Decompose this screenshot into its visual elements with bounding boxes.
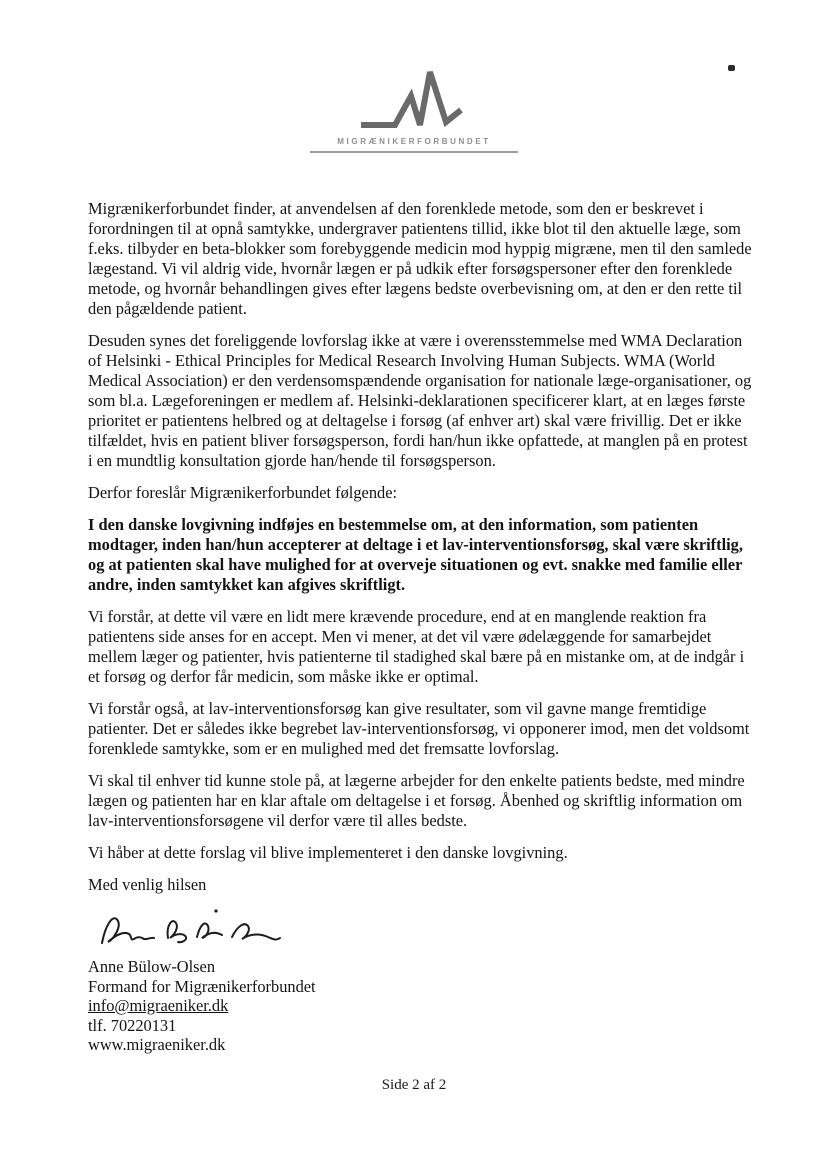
sender-name: Anne Bülow-Olsen <box>88 957 216 976</box>
letterhead-rule <box>310 151 518 153</box>
email-link[interactable]: info@migraeniker.dk <box>88 996 229 1015</box>
closing-salutation: Med venlig hilsen <box>88 875 207 894</box>
handwritten-signature <box>96 907 286 951</box>
page-number: Side 2 af 2 <box>381 1077 447 1093</box>
letter-body <box>88 199 752 1055</box>
sender-website: www.migraeniker.dk <box>88 1035 226 1054</box>
proposal-intro: Derfor foreslår Migrænikerforbundet følgende: <box>88 483 398 502</box>
logo-wordmark: MIGRÆNIKERFORBUNDET <box>337 137 491 146</box>
paragraph-trust: Vi skal til enhver tid kunne stole på, at lægerne arbejder for den enkelte patients bedste, med mindre lægen og patienten har en klar aftale om deltagelse i et forsøg. Åbenhed og skriftlig information om lav-interventionsforsøgene vil derfor være til alles bedste. <box>88 771 745 830</box>
sender-title: Formand for Migrænikerforbundet <box>88 976 316 996</box>
migraenikerforbundet-logo-icon <box>358 68 470 130</box>
sender-phone: tlf. 70220131 <box>88 1015 177 1035</box>
paragraph-helsinki-declaration: Desuden synes det foreliggende lovforslag ikke at være i overensstemmelse med WMA Declaration of Helsinki - Ethical Principles for Medical Research Involving Human Subjects. WMA (World Medical Association) er den verdensomspændende organisation for nationale læge-organisationer, og som bl.a. Lægeforeningen er medlem af. Helsinki-deklarationen specificerer klart, at en læges første prioritet er patientens helbred og at deltagelse i forsøg (af enhver art) skal være frivillig. Det er ikke tilfældet, hvis en patient bliver forsøgsperson, fordi han/hun ikke opfattede, at manglen på en protest i en mundtlig konsultation gjorde han/hende til forsøgsperson. <box>88 331 752 470</box>
sender-contact-block <box>88 957 752 1055</box>
paragraph-procedure: Vi forstår, at dette vil være en lidt mere krævende procedure, end at en manglende reaktion fra patientens side anses for en accept. Men vi mener, at det vil være ødelæggende for samarbejdet mellem læger og patienter, hvis patienterne til stadighed skal bære på en mistanke om, at de indgår i et forsøg og derfor får medicin, som måske ikke er optimal. <box>88 607 745 686</box>
proposal-text: I den danske lovgivning indføjes en bestemmelse om, at den information, som patienten modtager, inden han/hun accepterer at deltage i et lav-interventionsforsøg, skal være skriftlig, og at patienten skal have mulighed for at overveje situationen og evt. snakke med familie eller andre, inden samtykket kan afgives skriftligt. <box>88 515 743 594</box>
paragraph-hope: Vi håber at dette forslag vil blive implementeret i den danske lovgivning. <box>88 843 568 862</box>
letterhead <box>0 68 828 153</box>
paragraph-low-intervention: Vi forstår også, at lav-interventionsforsøg kan give resultater, som vil gavne mange fremtidige patienter. Det er således ikke begrebet lav-interventionsforsøg, vi opponerer imod, men det voldsomt forenklede samtykke, som er en mulighed med det fremsatte lovforslag. <box>88 699 750 758</box>
paragraph-consent-method: Migrænikerforbundet finder, at anvendelsen af den forenklede metode, som den er beskrevet i forordningen til at opnå samtykke, undergraver patientens tillid, ikke blot til den aktuelle læge, som f.eks. tilbyder en beta-blokker som forebyggende medicin mod hyppig migræne, men til den samlede lægestand. Vi vil aldrig vide, hvornår lægen er på udkik efter forsøgspersoner efter den forenklede metode, og hvornår behandlingen gives efter lægens bedste overbevisning om, at den er den rette til den pågældende patient. <box>88 199 752 318</box>
